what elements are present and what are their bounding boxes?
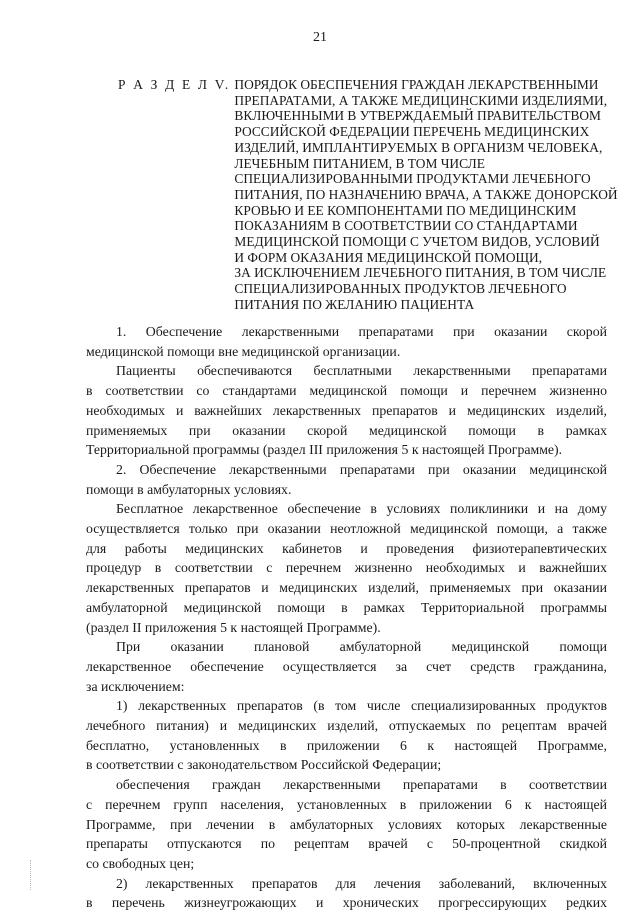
text-line: в перечень жизнеугрожающих и хронических прогрессирующих редких	[86, 895, 607, 911]
paragraph-2	[86, 361, 607, 460]
page-number: 21	[313, 30, 327, 45]
text-line: в соответствии со стандартами медицинской помощи и перечнем жизненно	[86, 383, 607, 399]
section-title-line: ЗА ИСКЛЮЧЕНИЕМ ЛЕЧЕБНОГО ПИТАНИЯ, В ТОМ ЧИСЛЕ	[234, 265, 607, 281]
section-label: Р А З Д Е Л V.	[118, 77, 231, 92]
text-line: помощи в амбулаторных условиях.	[86, 481, 292, 497]
section-title-line: ПИТАНИЯ, ПО НАЗНАЧЕНИЮ ВРАЧА, А ТАКЖЕ ДОНОРСКОЙ	[234, 186, 618, 202]
text-line: Программе, при лечении в амбулаторных условиях которых лекарственные	[86, 816, 607, 832]
text-line: 2) лекарственных препаратов для лечения заболеваний, включенных	[116, 875, 607, 891]
paragraph-5	[86, 637, 607, 696]
section-title-line: СПЕЦИАЛИЗИРОВАННЫХ ПРОДУКТОВ ЛЕЧЕБНОГО	[234, 281, 567, 297]
text-line: 1. Обеспечение лекарственными препаратами при оказании скорой	[116, 324, 607, 339]
text-line: за исключением:	[86, 678, 185, 694]
text-line: необходимых и важнейших лекарственных препаратов и медицинских изделий,	[86, 402, 607, 418]
text-line: обеспечения граждан лекарственными препаратами в соответствии	[116, 777, 607, 793]
text-line: медицинской помощи вне медицинской организации.	[86, 343, 401, 359]
section-title-line: ПОРЯДОК ОБЕСПЕЧЕНИЯ ГРАЖДАН ЛЕКАРСТВЕННЫМИ	[234, 77, 599, 92]
section-title-line: И ФОРМ ОКАЗАНИЯ МЕДИЦИНСКОЙ ПОМОЩИ,	[234, 249, 543, 265]
body-text	[86, 322, 607, 913]
text-line: процедур в соответствии с перечнем жизненно необходимых и важнейших	[86, 560, 607, 576]
text-line: Пациенты обеспечиваются бесплатными лекарственными препаратами	[116, 363, 607, 379]
text-line: бесплатно, установленных в приложении 6 к настоящей Программе,	[86, 737, 607, 753]
text-line: лекарственных препаратов и медицинских изделий, применяемых при оказании	[86, 580, 607, 596]
paragraph-8	[86, 874, 607, 913]
text-line: Бесплатное лекарственное обеспечение в условиях поликлиники и на дому	[116, 501, 607, 517]
paragraph-3	[86, 460, 607, 499]
text-line: применяемых при оказании скорой медицинской помощи в рамках	[86, 422, 607, 438]
text-line: осуществляется только при оказании неотложной медицинской помощи, а также	[86, 521, 607, 537]
paragraph-6	[86, 696, 607, 775]
text-line: амбулаторной медицинской помощи в рамках Территориальной программы	[86, 599, 607, 615]
text-line: в соответствии с законодательством Российской Федерации;	[86, 757, 442, 773]
section-heading	[118, 77, 618, 313]
text-line: Территориальной программы (раздел III приложения 5 к настоящей Программе).	[86, 442, 563, 458]
text-line: 1) лекарственных препаратов (в том числе специализированных продуктов	[116, 698, 607, 714]
text-line: (раздел II приложения 5 к настоящей Программе).	[86, 619, 381, 635]
paragraph-1	[86, 322, 607, 361]
text-line: лечебного питания) и медицинских изделий, отпускаемых по рецептам врачей	[86, 718, 607, 734]
text-line: для работы медицинских кабинетов и проведения физиотерапевтических	[86, 540, 607, 556]
section-title-line: ВКЛЮЧЕННЫМИ В УТВЕРЖДАЕМЫЙ ПРАВИТЕЛЬСТВОМ	[234, 108, 601, 124]
section-title-line: ПОКАЗАНИЯМ В СООТВЕТСТВИИ СО СТАНДАРТАМИ	[234, 218, 578, 234]
section-title-line: РОССИЙСКОЙ ФЕДЕРАЦИИ ПЕРЕЧЕНЬ МЕДИЦИНСКИХ	[234, 124, 590, 140]
text-line: При оказании плановой амбулаторной медицинской помощи	[116, 639, 607, 655]
paragraph-4	[86, 499, 607, 637]
section-title-line: ПИТАНИЯ ПО ЖЕЛАНИЮ ПАЦИЕНТА	[234, 296, 475, 312]
section-title-line: КРОВЬЮ И ЕЕ КОМПОНЕНТАМИ ПО МЕДИЦИНСКИМ	[234, 202, 577, 218]
section-title-line: СПЕЦИАЛИЗИРОВАННЫМИ ПРОДУКТАМИ ЛЕЧЕБНОГО	[234, 171, 591, 187]
text-line: с перечнем групп населения, установленных в приложении 6 к настоящей	[86, 796, 607, 812]
section-title-line: ИЗДЕЛИЙ, ИМПЛАНТИРУЕМЫХ В ОРГАНИЗМ ЧЕЛОВЕКА,	[234, 139, 603, 155]
paragraph-7	[86, 775, 607, 874]
text-line: лекарственное обеспечение осуществляется за счет средств гражданина,	[86, 658, 607, 674]
text-line: со свободных цен;	[86, 855, 195, 871]
section-title-line: МЕДИЦИНСКОЙ ПОМОЩИ С УЧЕТОМ ВИДОВ, УСЛОВИЙ	[234, 234, 600, 250]
text-line: препараты отпускаются по рецептам врачей с 50-процентной скидкой	[86, 836, 607, 852]
section-title-line: ЛЕЧЕБНЫМ ПИТАНИЕМ, В ТОМ ЧИСЛЕ	[234, 155, 485, 171]
section-title-line: ПРЕПАРАТАМИ, А ТАКЖЕ МЕДИЦИНСКИМИ ИЗДЕЛИЯМИ,	[234, 92, 608, 108]
section-title	[234, 77, 617, 313]
scan-margin-marks	[30, 860, 33, 890]
text-line: 2. Обеспечение лекарственными препаратами при оказании медицинской	[116, 461, 607, 477]
